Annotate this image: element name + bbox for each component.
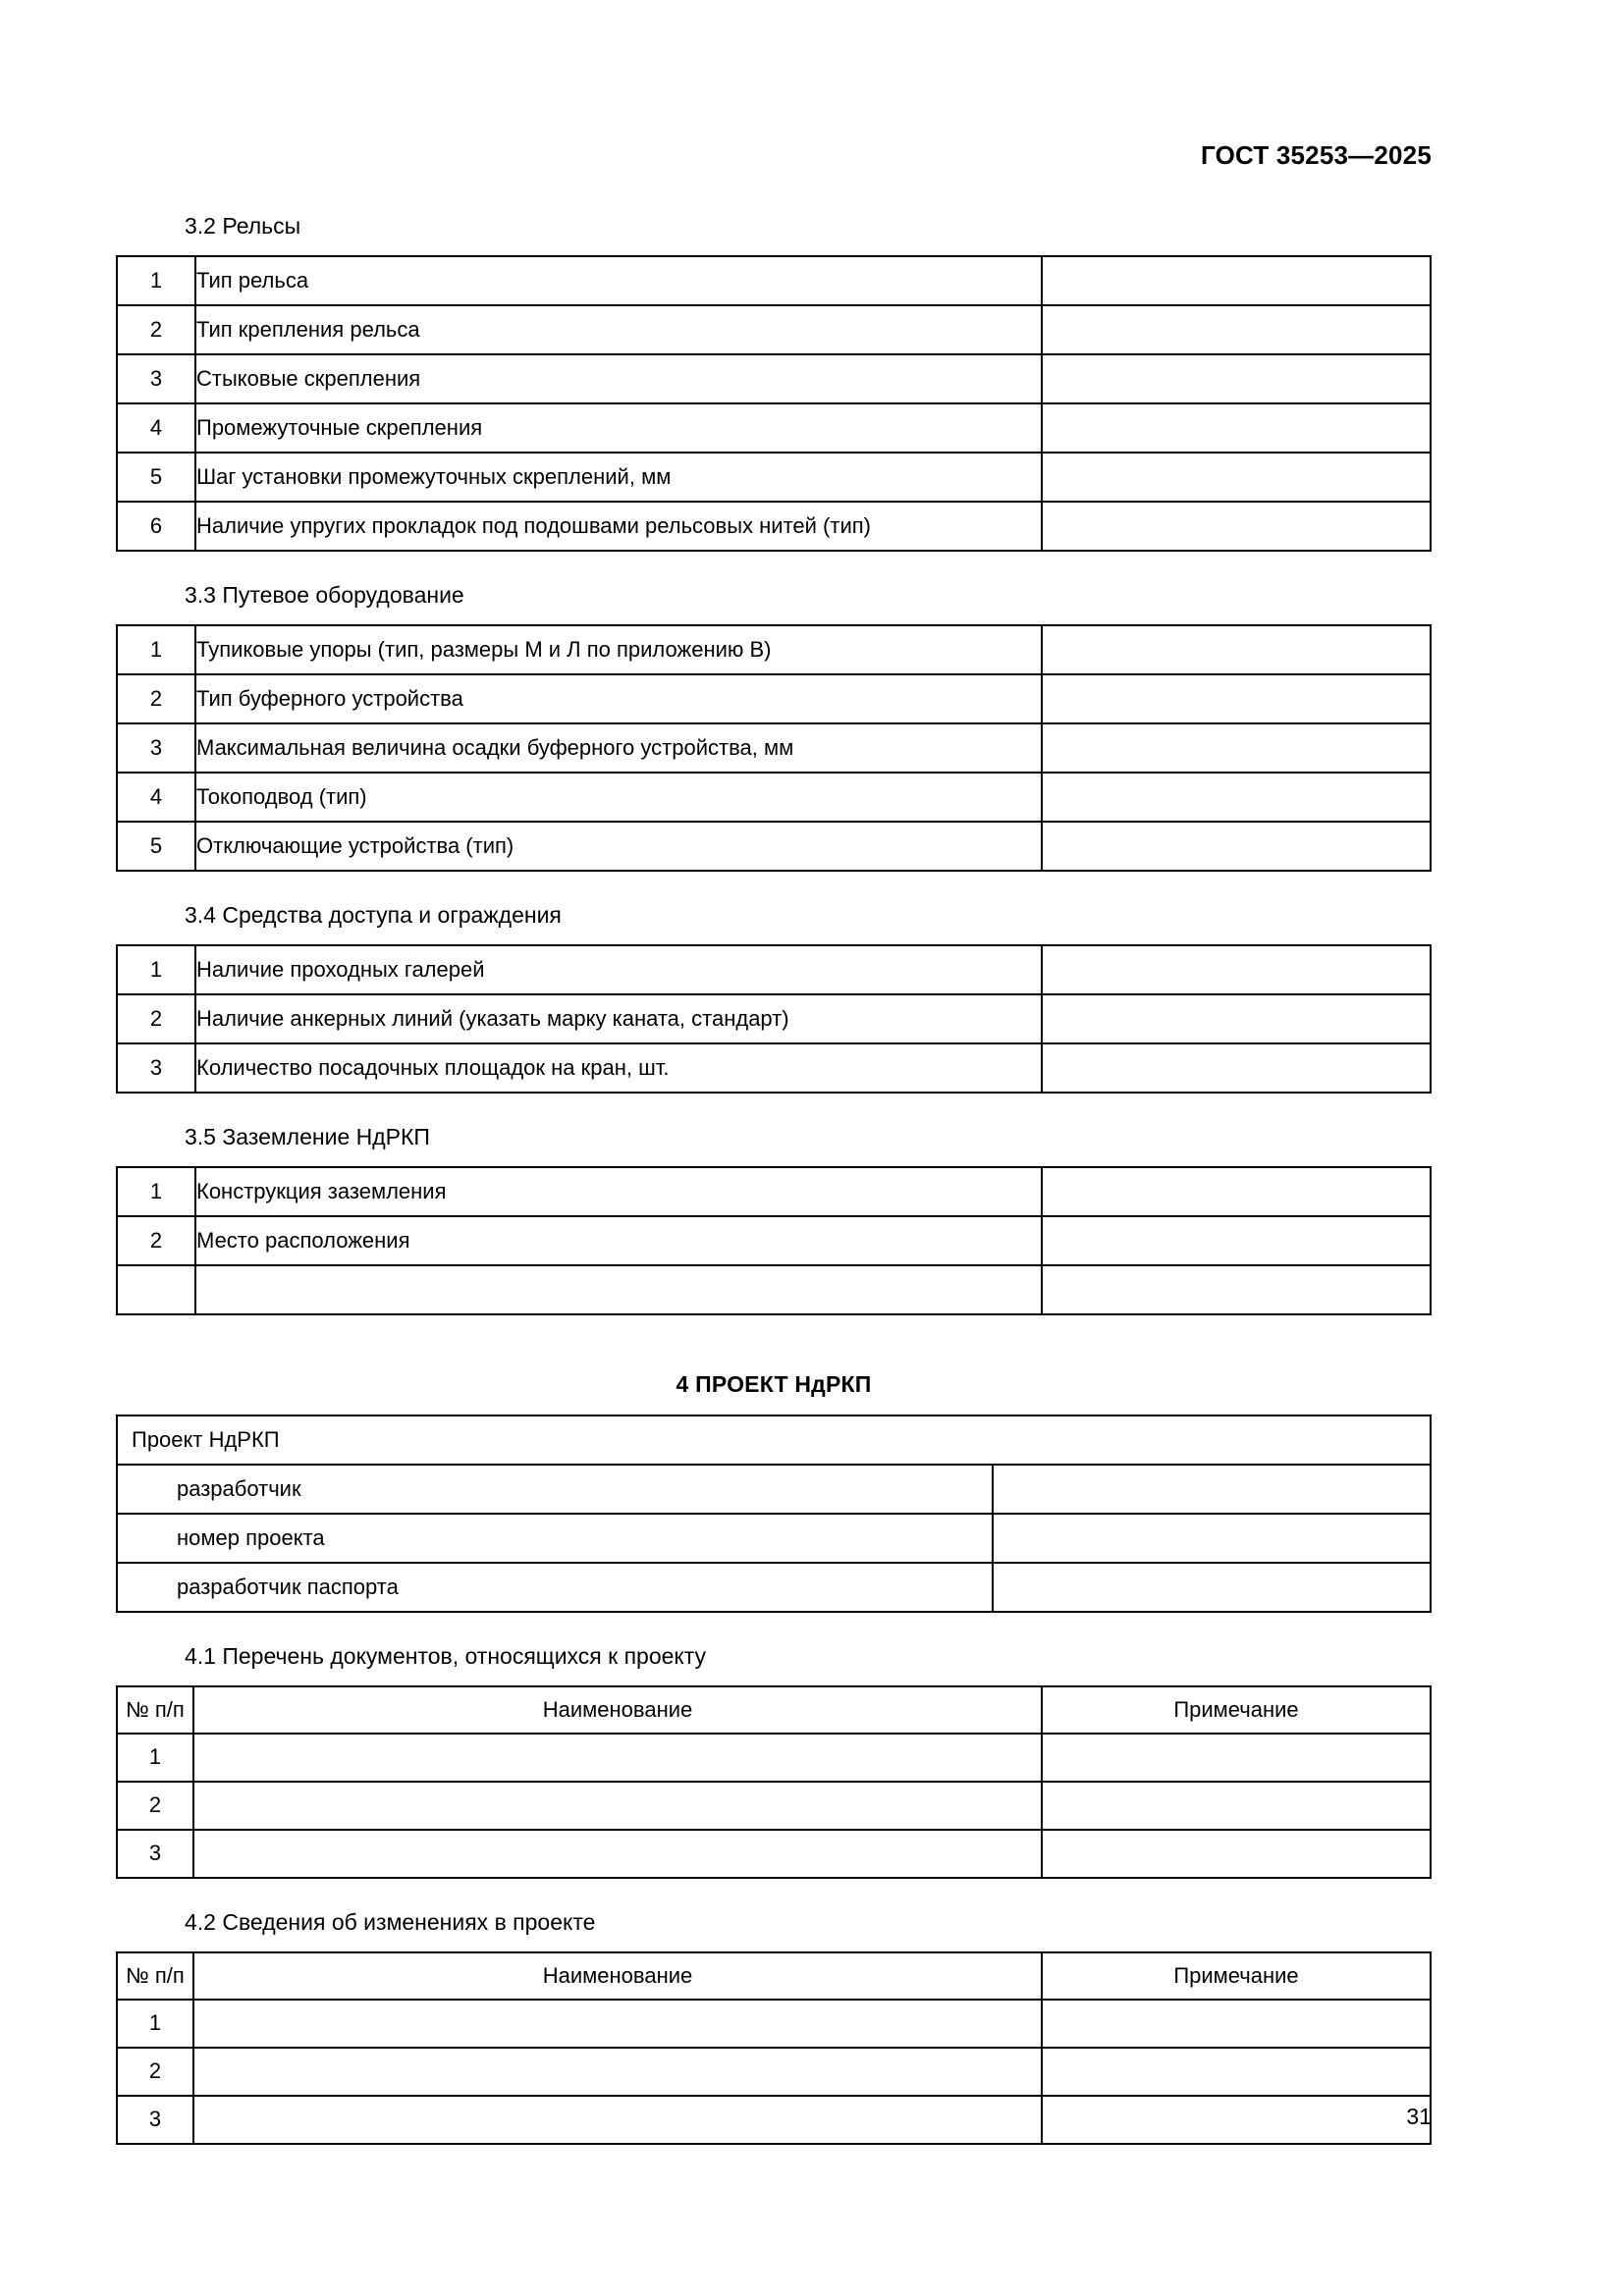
column-header-note: Примечание [1042, 1686, 1431, 1734]
table-row [117, 994, 1431, 1043]
table-row [117, 1734, 1431, 1782]
row-value-field[interactable] [1042, 945, 1431, 994]
row-label: Наличие проходных галерей [195, 945, 1042, 994]
section-heading-4-1: 4.1 Перечень документов, относящихся к проекту [185, 1643, 707, 1669]
row-name-field[interactable] [193, 2048, 1042, 2096]
row-label: Конструкция заземления [195, 1167, 1042, 1216]
row-note-field[interactable] [1042, 1782, 1431, 1830]
table-access-means [116, 944, 1432, 1094]
table-row [117, 2048, 1431, 2096]
section-heading-3-5: 3.5 Заземление НдРКП [185, 1124, 430, 1149]
table-row [117, 1043, 1431, 1093]
row-label: Стыковые скрепления [195, 354, 1042, 403]
row-value-field[interactable] [1042, 354, 1431, 403]
row-number: 3 [117, 2096, 193, 2144]
row-name-field[interactable] [193, 1734, 1042, 1782]
row-number: 2 [117, 2048, 193, 2096]
row-label: Наличие анкерных линий (указать марку каната, стандарт) [195, 994, 1042, 1043]
table-row [117, 1563, 1431, 1612]
project-row-label: разработчик [117, 1465, 993, 1514]
row-number: 1 [117, 1734, 193, 1782]
page-number: 31 [1406, 2104, 1432, 2129]
table-row [117, 945, 1431, 994]
row-name-field[interactable] [193, 2096, 1042, 2144]
row-value-field[interactable] [1042, 1216, 1431, 1265]
row-name-field[interactable] [193, 1782, 1042, 1830]
major-heading-section-4: 4 ПРОЕКТ НдРКП [676, 1371, 872, 1397]
table-row [117, 674, 1431, 723]
table-row [117, 453, 1431, 502]
table-row [117, 1830, 1431, 1878]
table-project [116, 1415, 1432, 1613]
row-label: Наличие упругих прокладок под подошвами рельсовых нитей (тип) [195, 502, 1042, 551]
table-row [117, 625, 1431, 674]
row-label: Максимальная величина осадки буферного устройства, мм [195, 723, 1042, 773]
row-number: 2 [117, 1216, 195, 1265]
row-number: 1 [117, 2000, 193, 2048]
row-value-field[interactable] [1042, 256, 1431, 305]
table-header-row [117, 1952, 1431, 2000]
row-number: 5 [117, 822, 195, 871]
table-row [117, 354, 1431, 403]
table-row [117, 723, 1431, 773]
table-track-equipment [116, 624, 1432, 872]
table-row [117, 1782, 1431, 1830]
project-row-label: разработчик паспорта [117, 1563, 993, 1612]
row-name-field[interactable] [193, 1830, 1042, 1878]
table-row [117, 2096, 1431, 2144]
column-header-name: Наименование [193, 1686, 1042, 1734]
row-number: 3 [117, 1043, 195, 1093]
row-note-field[interactable] [1042, 1734, 1431, 1782]
project-title-cell: Проект НдРКП [117, 1415, 1431, 1465]
row-number: 2 [117, 305, 195, 354]
row-value-field[interactable] [1042, 773, 1431, 822]
section-heading-3-2: 3.2 Рельсы [185, 213, 301, 239]
row-number: 3 [117, 1830, 193, 1878]
row-label: Токоподвод (тип) [195, 773, 1042, 822]
row-value-field[interactable] [1042, 403, 1431, 453]
table-row [117, 1514, 1431, 1563]
row-number: 1 [117, 1167, 195, 1216]
column-header-number: № п/п [117, 1686, 193, 1734]
row-number: 4 [117, 773, 195, 822]
column-header-name: Наименование [193, 1952, 1042, 2000]
table-grounding [116, 1166, 1432, 1315]
row-number: 1 [117, 625, 195, 674]
project-row-label: номер проекта [117, 1514, 993, 1563]
row-value-field[interactable] [1042, 502, 1431, 551]
row-label: Шаг установки промежуточных скреплений, мм [195, 453, 1042, 502]
row-label: Тип рельса [195, 256, 1042, 305]
row-note-field[interactable] [1042, 2096, 1431, 2144]
table-row [117, 502, 1431, 551]
row-value-field[interactable] [1042, 994, 1431, 1043]
section-heading-3-4: 3.4 Средства доступа и ограждения [185, 902, 562, 928]
table-project-documents [116, 1685, 1432, 1879]
table-row [117, 256, 1431, 305]
row-number: 6 [117, 502, 195, 551]
row-value-field[interactable] [1042, 1167, 1431, 1216]
document-standard-header: ГОСТ 35253—2025 [1201, 140, 1432, 170]
project-row-value-field[interactable] [993, 1563, 1431, 1612]
row-number: 3 [117, 354, 195, 403]
row-value-field[interactable] [1042, 453, 1431, 502]
section-heading-3-3: 3.3 Путевое оборудование [185, 582, 464, 608]
row-value-field[interactable] [1042, 1043, 1431, 1093]
row-value-field[interactable] [1042, 822, 1431, 871]
section-heading-4-2: 4.2 Сведения об изменениях в проекте [185, 1909, 596, 1935]
row-number: 4 [117, 403, 195, 453]
row-label: Тупиковые упоры (тип, размеры М и Л по приложению В) [195, 625, 1042, 674]
table-row [117, 822, 1431, 871]
row-number: 1 [117, 256, 195, 305]
row-number: 5 [117, 453, 195, 502]
row-name-field[interactable] [193, 2000, 1042, 2048]
table-row [117, 403, 1431, 453]
row-label: Тип буферного устройства [195, 674, 1042, 723]
column-header-note: Примечание [1042, 1952, 1431, 2000]
table-row [117, 1216, 1431, 1265]
row-value-field[interactable] [1042, 1265, 1431, 1314]
row-value-field[interactable] [1042, 723, 1431, 773]
table-rails [116, 255, 1432, 552]
row-note-field[interactable] [1042, 2048, 1431, 2096]
table-project-changes [116, 1951, 1432, 2145]
table-row [117, 1167, 1431, 1216]
row-value-field[interactable] [1042, 305, 1431, 354]
page-content [116, 211, 1432, 2145]
table-row [117, 305, 1431, 354]
table-header-row [117, 1686, 1431, 1734]
table-row [117, 1465, 1431, 1514]
project-row-value-field[interactable] [993, 1514, 1431, 1563]
row-label: Промежуточные скрепления [195, 403, 1042, 453]
row-number: 2 [117, 674, 195, 723]
row-note-field[interactable] [1042, 2000, 1431, 2048]
row-label: Место расположения [195, 1216, 1042, 1265]
table-row-blank [117, 1265, 1431, 1314]
row-value-field[interactable] [1042, 674, 1431, 723]
table-row-title [117, 1415, 1431, 1465]
column-header-number: № п/п [117, 1952, 193, 2000]
row-number[interactable] [117, 1265, 195, 1314]
table-row [117, 2000, 1431, 2048]
row-number: 1 [117, 945, 195, 994]
row-label: Количество посадочных площадок на кран, шт. [195, 1043, 1042, 1093]
row-note-field[interactable] [1042, 1830, 1431, 1878]
table-row [117, 773, 1431, 822]
row-number: 2 [117, 1782, 193, 1830]
row-label: Тип крепления рельса [195, 305, 1042, 354]
row-value-field[interactable] [1042, 625, 1431, 674]
row-label[interactable] [195, 1265, 1042, 1314]
project-row-value-field[interactable] [993, 1465, 1431, 1514]
row-number: 2 [117, 994, 195, 1043]
row-number: 3 [117, 723, 195, 773]
row-label: Отключающие устройства (тип) [195, 822, 1042, 871]
